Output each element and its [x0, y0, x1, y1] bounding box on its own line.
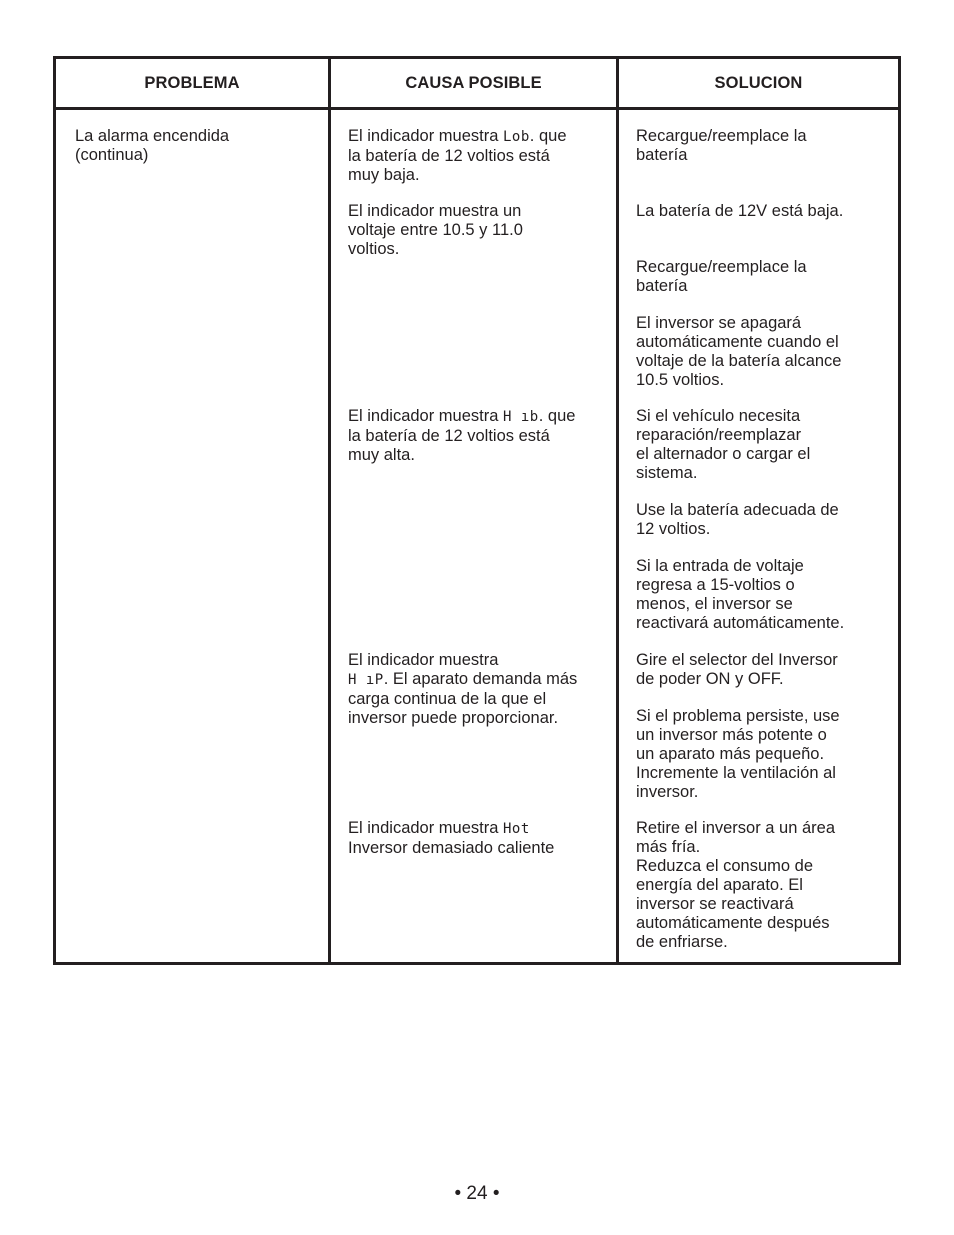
column-divider-1: [328, 59, 331, 962]
solution-4: [636, 314, 841, 390]
problem-line: La alarma encendida: [75, 127, 230, 145]
solution-9: [636, 707, 840, 802]
cause-line: H ıP. El aparato demanda más: [348, 670, 578, 688]
cause-overheat: [348, 819, 554, 858]
cause-low-battery: [348, 127, 567, 185]
troubleshooting-table: [53, 56, 901, 965]
solution-5: [636, 407, 810, 483]
solution-line: inversor se reactivará: [636, 895, 794, 913]
solution-line: sistema.: [636, 464, 698, 482]
solution-6: [636, 501, 839, 539]
header-solucion: SOLUCION: [714, 73, 803, 92]
solution-line: un inversor más potente o: [636, 726, 827, 744]
solution-8: [636, 651, 838, 689]
cause-line: voltaje entre 10.5 y 11.0: [348, 221, 523, 239]
solution-line: Si la entrada de voltaje: [636, 557, 804, 575]
cause-line: El indicador muestra Lob. que: [348, 127, 567, 145]
solution-line: más fría.: [636, 838, 701, 856]
solution-line: regresa a 15-voltios o: [636, 576, 795, 594]
solution-line: inversor.: [636, 783, 699, 801]
header-problema: PROBLEMA: [144, 73, 240, 92]
cause-line: la batería de 12 voltios está: [348, 147, 550, 165]
solution-line: de enfriarse.: [636, 933, 728, 951]
header-causa-posible: CAUSA POSIBLE: [405, 73, 542, 92]
solution-line: automáticamente cuando el: [636, 333, 839, 351]
solution-line: reactivará automáticamente.: [636, 614, 845, 632]
cause-line: El indicador muestra un: [348, 202, 522, 220]
solution-line: un aparato más pequeño.: [636, 745, 825, 763]
lcd-code-hot: Hot: [503, 821, 530, 837]
page-number: • 24 •: [454, 1183, 500, 1204]
lcd-code-hib: H ıb: [503, 409, 539, 425]
solution-line: automáticamente después: [636, 914, 830, 932]
cause-high-battery: [348, 407, 575, 465]
cause-overload: [348, 651, 577, 728]
solution-line: Retire el inversor a un área: [636, 819, 836, 837]
solution-line: voltaje de la batería alcance: [636, 352, 842, 370]
cause-line: voltios.: [348, 240, 400, 258]
cause-line: El indicador muestra: [348, 651, 499, 669]
cause-voltage-range: [348, 202, 523, 259]
cause-line: El indicador muestra Hot: [348, 819, 530, 837]
cause-line: El indicador muestra H ıb. que: [348, 407, 576, 425]
cause-line: la batería de 12 voltios está: [348, 427, 550, 445]
solution-1: [636, 127, 807, 165]
solution-line: Recargue/reemplace la: [636, 258, 807, 276]
cause-line: muy alta.: [348, 446, 415, 464]
lcd-code-lob: Lob: [503, 129, 530, 145]
solution-10: [636, 819, 835, 952]
solution-line: energía del aparato. El: [636, 876, 803, 894]
solution-line: Recargue/reemplace la: [636, 127, 807, 145]
column-divider-2: [616, 59, 619, 962]
solution-line: El inversor se apagará: [636, 314, 802, 332]
problem-line: (continua): [75, 146, 149, 164]
solution-line: Incremente la ventilación al: [636, 764, 836, 782]
solution-line: el alternador o cargar el: [636, 445, 811, 463]
solution-line: Si el problema persiste, use: [636, 707, 840, 725]
solution-line: Reduzca el consumo de: [636, 857, 814, 875]
solution-line: Si el vehículo necesita: [636, 407, 801, 425]
solution-2: [636, 202, 843, 221]
header-rule: [56, 107, 898, 110]
cause-line: carga continua de la que el: [348, 690, 547, 708]
solution-line: Use la batería adecuada de: [636, 501, 839, 519]
cause-line: muy baja.: [348, 166, 420, 184]
solution-line: de poder ON y OFF.: [636, 670, 784, 688]
lcd-code-hip: H ıP: [348, 672, 384, 688]
solution-line: batería: [636, 146, 688, 164]
cause-line: Inversor demasiado caliente: [348, 839, 555, 857]
solution-line: Gire el selector del Inversor: [636, 651, 838, 669]
solution-line: La batería de 12V está baja.: [636, 202, 844, 220]
solution-line: 12 voltios.: [636, 520, 711, 538]
solution-3: [636, 258, 807, 296]
problem-text: [75, 127, 229, 165]
solution-line: batería: [636, 277, 688, 295]
solution-line: 10.5 voltios.: [636, 371, 725, 389]
cause-line: inversor puede proporcionar.: [348, 709, 559, 727]
solution-7: [636, 557, 844, 633]
solution-line: menos, el inversor se: [636, 595, 793, 613]
solution-line: reparación/reemplazar: [636, 426, 802, 444]
